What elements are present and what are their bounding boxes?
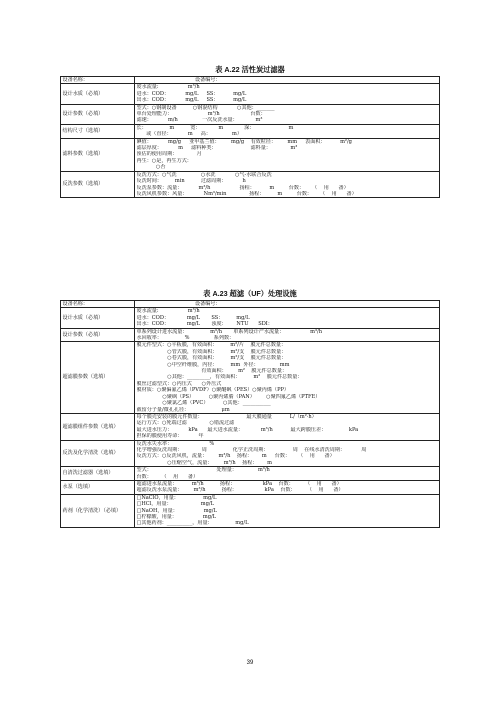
field-line: ○中空纤维膜，内径： mm 外径： mm [136, 361, 290, 368]
field-line: 反洗方式：○气洗 ○水洗 ○气-水联合反洗 [136, 171, 272, 178]
field-line: 反洗水失水率： % [136, 440, 215, 447]
row-content [135, 480, 440, 494]
row-content [135, 138, 440, 171]
field-line: 有效面积： m² 膜元件总数量： [136, 368, 288, 375]
row-label: 药剂（化学清洗）（必填） [61, 494, 135, 527]
field-line: 单台处理能力： m³/h 台数： [136, 111, 266, 118]
row-content [135, 171, 440, 198]
table-row [61, 104, 440, 124]
row-content [135, 328, 440, 342]
table-row [61, 467, 440, 481]
activated-carbon-filter-table [60, 76, 440, 198]
row-label: 设备名称： [61, 301, 135, 308]
row-label: 设计参数（必填） [61, 104, 135, 124]
row-label: 设计水质（必填） [61, 308, 135, 328]
field-line: 反洗时间： min 过滤周期： h [136, 178, 246, 185]
field-line: 每个膜壳安装的膜元件数量： 最大膜通量 L/（m²·h） [136, 413, 317, 420]
table-row [61, 77, 440, 84]
field-line: ○压缩空气，流量： m³/h 扬程： m [136, 459, 272, 466]
field-line: 进水：COD： mg/L SS： mg/L [136, 314, 250, 321]
table-row [61, 494, 440, 527]
field-line: 进水：COD： mg/L SS： mg/L [136, 90, 247, 97]
field-line: ○否 [136, 164, 166, 171]
row-content [135, 301, 440, 308]
row-label: 滤料参数（选填） [61, 138, 135, 171]
field-line: □NaOH，用量： mg/L [136, 507, 217, 514]
field-line: □柠檬酸，用量： mg/L [136, 514, 217, 520]
ultrafiltration-table [60, 300, 440, 528]
field-line: 运行方式：○死端过滤 ○错流过滤 [136, 420, 235, 427]
row-content [135, 124, 440, 138]
table-row [61, 342, 440, 413]
field-line: 膜丝过滤型式：○内压式 ○外压式 [136, 380, 222, 387]
field-line: 设备编号： [195, 301, 221, 307]
table-row [61, 328, 440, 342]
row-content [135, 467, 440, 481]
row-label: 结构尺寸（选填） [61, 124, 135, 138]
row-label: 设计水质（必填） [61, 84, 135, 104]
field-line: 超滤反洗水泵流量： m³/h 扬程： kPa 台数： （ 用 备） [136, 487, 344, 494]
row-content [135, 104, 440, 124]
field-line: ○其他：_________，有效面积： m² 膜元件总数量： [136, 374, 303, 381]
table-a23-title: 表 A.23 超滤（UF）处理设施 [203, 289, 297, 298]
page-number: 39 [246, 660, 254, 666]
row-content [135, 77, 440, 84]
field-line: 台数： （ 用 备） [136, 473, 199, 480]
row-content [135, 308, 440, 328]
field-line: 或（直径： m 高： m） [136, 131, 242, 138]
table-row [61, 84, 440, 104]
field-line: 再生：○是，再生方式： [136, 157, 192, 164]
field-line: 担保的膜使用寿命： 年 [136, 433, 204, 440]
field-line: 截留分子量/微孔孔径： μm [136, 406, 230, 413]
row-label: 反洗及化学清洗（选填） [61, 440, 135, 467]
table-a22-title: 表 A.22 活性炭过滤器 [215, 65, 285, 74]
field-line: 化学增强反洗周期： 周 化学正洗周期： 周 在线水清洗周期： 周 [136, 446, 367, 453]
row-content [135, 84, 440, 104]
field-line: 型式：○钢制设备 ○钢混结构 ○其他：_______ [136, 104, 275, 111]
field-line: 单系列设计进水流量： m³/h 单系列设计产水流量： m³/h [136, 328, 323, 335]
field-line: 碘值： mg/g 亚甲基兰值： mg/g 有效粒径： mm 表面积： m²/g [136, 138, 352, 145]
field-line: 废水流量: m³/h [136, 308, 200, 315]
row-content [135, 342, 440, 413]
field-line: 反洗泵参数：流量： m³/h 扬程： m 台数： （ 用 备） [136, 184, 349, 191]
table-row [61, 413, 440, 440]
row-content [135, 413, 440, 440]
field-line: □NaClO，用量： mg/L [136, 494, 217, 501]
row-label: 设计参数（必填） [61, 328, 135, 342]
field-line: 设备编号： [195, 77, 221, 83]
row-label: 超滤膜参数（选填） [61, 342, 135, 413]
field-line: 超滤进水泵流量： m³/h 扬程： kPa 台数： （ 用 备） [136, 480, 342, 487]
table-row [61, 301, 440, 308]
field-line: ○聚砜（PS） ○聚丙烯腈（PAN） ○聚四氟乙烯（PTFE） [136, 393, 321, 400]
field-line: 滤速： m/h 一次反洗水量： m³ [136, 117, 263, 124]
field-line: 膜材质：○聚偏氟乙烯（PVDF）○聚醚砜（PES）○聚丙烯（PP） [136, 387, 290, 394]
table-row [61, 138, 440, 171]
row-content [135, 440, 440, 467]
field-line: 废水流量: m³/h [136, 84, 200, 91]
table-row [61, 480, 440, 494]
row-label: 水泵（选填） [61, 480, 135, 494]
field-line: 滤层厚度： m 滤料种类： 滤料量： m³ [136, 145, 298, 152]
field-line: 膜元件型式：○平板膜，有效面积： m²/片 膜元件总数量： [136, 342, 287, 349]
field-line: □HCl，用量： mg/L [136, 501, 214, 508]
field-line: 出水：COD： mg/L 浊度： NTU SDI： [136, 321, 273, 328]
field-line: ○管式膜，有效面积： m²/支 膜元件总数量： [136, 348, 287, 355]
field-line: 预估的使用周期： 月 [136, 151, 202, 158]
table-row [61, 124, 440, 138]
row-label: 设备名称： [61, 77, 135, 84]
row-content [135, 494, 440, 527]
row-label: 反洗参数（选填） [61, 171, 135, 198]
field-line: 长： m 宽： m 深： m [136, 124, 294, 131]
field-line: 反洗方式：○反洗风机，流量： m³/h 扬程： m 台数： （ 用 备） [136, 453, 335, 460]
field-line: 水回收率： % 系列数： [136, 335, 235, 342]
field-line: 反洗风机参数：风量： Nm³/min 扬程： m 台数： （ 用 备） [136, 190, 357, 197]
field-line: 最大进水压力： kPa 最大进水流量： m³/h 最大跨膜压差： kPa [136, 426, 359, 433]
field-line: 型式： 处理量： m³/h [136, 467, 270, 474]
field-line: ○聚氯乙烯（PVC） ○其他：___________ [136, 400, 271, 407]
row-label: 自清洗过滤器（选填） [61, 467, 135, 481]
table-row [61, 440, 440, 467]
table-row [61, 308, 440, 328]
table-row [61, 171, 440, 198]
field-line: □其他药剂：__________，用量： mg/L [136, 520, 249, 527]
field-line: ○卷式膜，有效面积： m²/支 膜元件总数量： [136, 355, 287, 362]
field-line: 出水：COD： mg/L SS： mg/L [136, 97, 247, 104]
row-label: 超滤膜组件参数（选填） [61, 413, 135, 440]
